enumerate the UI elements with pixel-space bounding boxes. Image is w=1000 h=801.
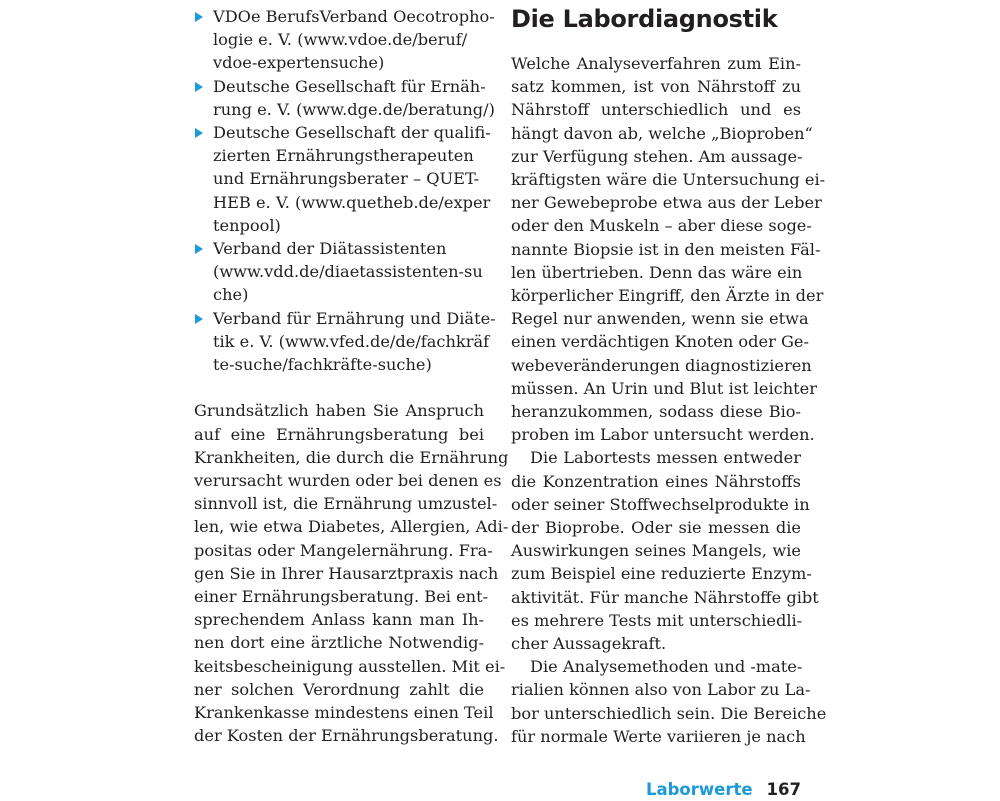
paragraph-line: die Konzentration eines Nährstoffs bbox=[511, 471, 801, 491]
bullet-triangle-icon bbox=[195, 82, 203, 92]
paragraph-line: sinnvoll ist, die Ernährung umzustel- bbox=[194, 494, 498, 514]
paragraph-line: ner solchen Verordnung zahlt die bbox=[194, 679, 484, 699]
paragraph-line: sprechendem Anlass kann man Ih- bbox=[194, 610, 484, 630]
list-item bbox=[194, 121, 491, 237]
paragraph-line: Krankheiten, die durch die Ernährung bbox=[194, 447, 509, 467]
paragraph-line: satz kommen, ist von Nährstoff zu bbox=[511, 77, 801, 97]
paragraph-line: zum Beispiel eine reduzierte Enzym- bbox=[511, 564, 812, 584]
body-paragraph bbox=[511, 655, 827, 748]
list-item-line: te-suche/fachkräfte-suche) bbox=[213, 355, 432, 375]
paragraph-line: Die Analysemethoden und -mate- bbox=[530, 657, 803, 677]
paragraph-line: heranzukommen, sodass diese Bio- bbox=[511, 402, 801, 422]
section-heading: Die Labordiagnostik bbox=[511, 5, 778, 33]
paragraph-line: webeveränderungen diagnostizieren bbox=[511, 355, 812, 375]
bullet-triangle-icon bbox=[195, 128, 203, 138]
body-paragraph bbox=[194, 399, 509, 747]
list-item-line: Deutsche Gesellschaft der qualifi- bbox=[213, 123, 491, 143]
bullet-triangle-icon bbox=[195, 314, 203, 324]
association-list bbox=[194, 5, 496, 376]
list-item-line: logie e. V. (www.vdoe.de/beruf/ bbox=[213, 30, 468, 50]
list-item-line: tik e. V. (www.vfed.de/de/fachkräf bbox=[213, 331, 490, 351]
paragraph-line: für normale Werte variieren je nach bbox=[511, 726, 806, 746]
paragraph-line: einer Ernährungsberatung. Bei ent- bbox=[194, 587, 489, 607]
bullet-triangle-icon bbox=[195, 12, 203, 22]
page-footer bbox=[646, 779, 801, 801]
paragraph-line: bor unterschiedlich sein. Die Bereiche bbox=[511, 703, 827, 723]
paragraph-line: oder seiner Stoffwechselprodukte in bbox=[511, 494, 810, 514]
list-item-line: und Ernährungsberater – QUET- bbox=[213, 169, 480, 189]
paragraph-line: körperlicher Eingriff, den Ärzte in der bbox=[511, 286, 824, 306]
page-number: 167 bbox=[766, 780, 801, 799]
paragraph-line: positas oder Mangelernährung. Fra- bbox=[194, 540, 493, 560]
list-item-line: che) bbox=[213, 285, 249, 305]
paragraph-line: Nährstoff unterschiedlich und es bbox=[511, 100, 801, 120]
list-item-line: VDOe BerufsVerband Oecotropho- bbox=[213, 7, 495, 26]
list-item bbox=[194, 307, 496, 377]
body-paragraph bbox=[511, 52, 826, 446]
paragraph-line: len, wie etwa Diabetes, Allergien, Adi- bbox=[194, 517, 509, 537]
paragraph-line: einen verdächtigen Knoten oder Ge- bbox=[511, 332, 809, 352]
paragraph-line: oder den Muskeln – aber diese soge- bbox=[511, 216, 812, 236]
paragraph-line: zur Verfügung stehen. Am aussage- bbox=[511, 146, 803, 166]
paragraph-line: nen dort eine ärztliche Notwendig- bbox=[194, 633, 484, 653]
list-item-line: Deutsche Gesellschaft für Ernäh- bbox=[213, 76, 486, 96]
footer-section-title: Laborwerte bbox=[645, 780, 753, 799]
list-item-line: tenpool) bbox=[213, 215, 281, 235]
paragraph-spacer bbox=[194, 376, 484, 399]
body-paragraph bbox=[511, 446, 819, 655]
list-item bbox=[194, 5, 495, 75]
paragraph-line: aktivität. Für manche Nährstoffe gibt bbox=[511, 587, 819, 607]
paragraph-line: gen Sie in Ihrer Hausarztpraxis nach bbox=[194, 563, 499, 583]
list-item-line: zierten Ernährungstherapeuten bbox=[213, 146, 474, 166]
left-column bbox=[194, 5, 509, 747]
paragraph-line: auf eine Ernährungsberatung bei bbox=[194, 424, 484, 444]
paragraph-line: Welche Analyseverfahren zum Ein- bbox=[511, 54, 801, 73]
list-item-line: (www.vdd.de/diaetassistenten-su bbox=[213, 262, 483, 282]
list-item bbox=[194, 75, 495, 121]
paragraph-line: es mehrere Tests mit unterschiedli- bbox=[511, 610, 803, 630]
paragraph-line: hängt davon ab, welche „Bioproben“ bbox=[511, 123, 813, 143]
paragraph-line: Auswirkungen seines Mangels, wie bbox=[511, 541, 801, 561]
paragraph-line: der Bioprobe. Oder sie messen die bbox=[511, 518, 801, 538]
list-item-line: vdoe-expertensuche) bbox=[213, 53, 385, 73]
paragraph-line: Grundsätzlich haben Sie Anspruch bbox=[194, 401, 484, 421]
paragraph-line: verursacht wurden oder bei denen es bbox=[194, 471, 502, 491]
list-item-line: Verband der Diätassistenten bbox=[213, 239, 447, 259]
paragraph-line: kräftigsten wäre die Untersuchung ei- bbox=[511, 170, 826, 190]
paragraph-line: nannte Biopsie ist in den meisten Fäl- bbox=[511, 239, 821, 259]
paragraph-line: len übertrieben. Denn das wäre ein bbox=[511, 262, 803, 282]
paragraph-line: cher Aussagekraft. bbox=[511, 634, 667, 654]
paragraph-line: Krankenkasse mindestens einen Teil bbox=[194, 703, 494, 723]
bullet-triangle-icon bbox=[195, 244, 203, 254]
list-item-line: rung e. V. (www.dge.de/beratung/) bbox=[213, 99, 495, 119]
paragraph-line: Die Labortests messen entweder bbox=[530, 448, 801, 468]
list-item bbox=[194, 237, 484, 307]
right-column bbox=[511, 5, 827, 748]
paragraph-line: der Kosten der Ernährungsberatung. bbox=[194, 726, 499, 746]
paragraph-line: ner Gewebeprobe etwa aus der Leber bbox=[511, 193, 822, 213]
paragraph-line: müssen. An Urin und Blut ist leichter bbox=[511, 378, 817, 398]
list-item-line: Verband für Ernährung und Diäte- bbox=[213, 308, 496, 328]
paragraph-line: Regel nur anwenden, wenn sie etwa bbox=[511, 309, 809, 329]
paragraph-line: proben im Labor untersucht werden. bbox=[511, 425, 815, 445]
list-item-line: HEB e. V. (www.quetheb.de/exper bbox=[213, 192, 491, 212]
paragraph-line: keitsbescheinigung ausstellen. Mit ei- bbox=[194, 656, 506, 676]
paragraph-line: rialien können also von Labor zu La- bbox=[511, 680, 811, 700]
